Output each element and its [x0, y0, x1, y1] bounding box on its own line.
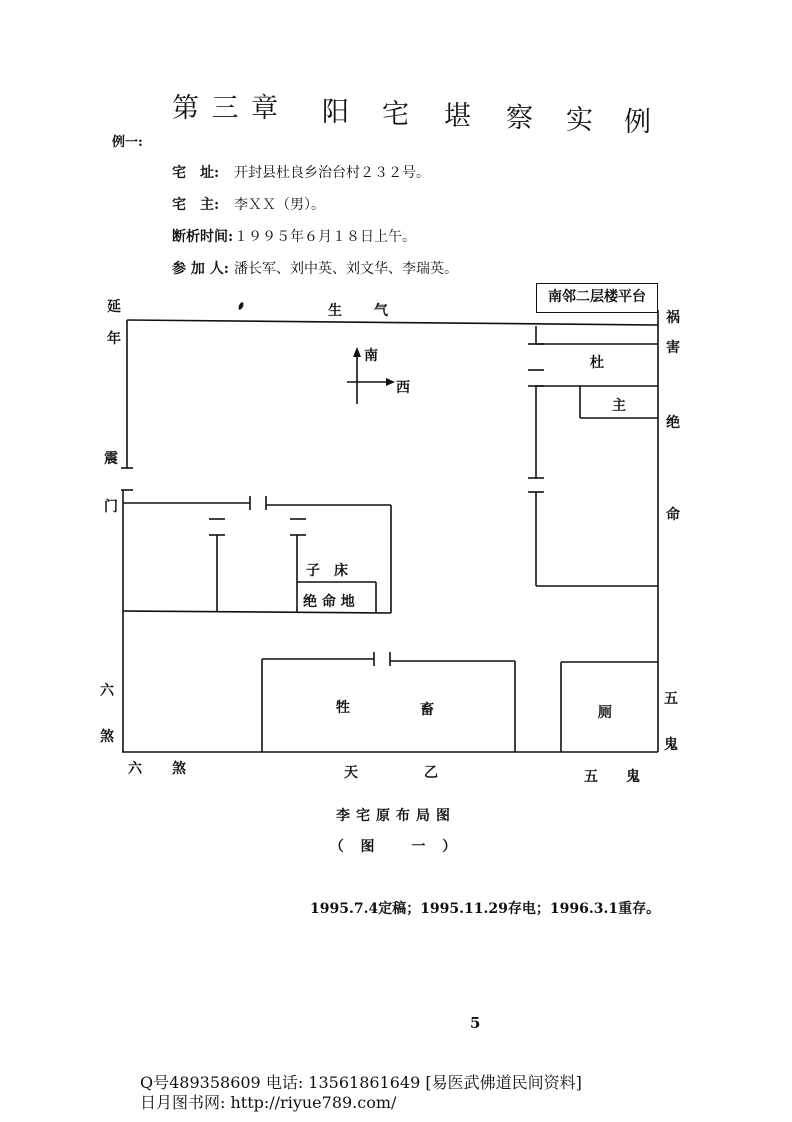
- example-label: 例一:: [112, 135, 143, 150]
- label-shengqi-2: 气: [374, 303, 388, 319]
- info-value: １９９５年６月１８日上午。: [234, 229, 416, 245]
- info-key: 参 加 人:: [172, 261, 229, 277]
- info-value: 潘长军、刘中英、刘文华、李瑞英。: [234, 261, 458, 277]
- info-value: 开封县杜良乡治台村２３２号。: [234, 165, 430, 181]
- info-key: 断析时间:: [172, 229, 234, 245]
- label-wugui-bottom-2: 鬼: [626, 769, 640, 785]
- label-liusha-left-2: 煞: [100, 729, 114, 745]
- compass-west-label: 西: [396, 380, 410, 396]
- title-char-3: 堪: [444, 101, 473, 132]
- livestock-label-1: 牲: [336, 700, 350, 716]
- label-tianyi-1: 天: [344, 765, 358, 781]
- label-zhenmen-2: 门: [104, 499, 118, 515]
- info-key: 宅 址:: [172, 165, 220, 181]
- label-huohai-2: 害: [666, 340, 680, 356]
- info-value: 李ＸＸ（男）。: [234, 197, 325, 213]
- title-char-5: 实: [566, 105, 595, 136]
- label-tianyi-2: 乙: [424, 765, 438, 781]
- title-char-2: 宅: [382, 99, 411, 130]
- figure-caption: 李宅原布局图: [336, 808, 456, 824]
- ink-mark: [237, 302, 244, 311]
- label-wugui-bottom-1: 五: [584, 769, 598, 785]
- toilet-label: 厕: [598, 705, 612, 721]
- label-shengqi-1: 生: [328, 303, 342, 319]
- room-du-label: 杜: [590, 355, 604, 371]
- label-liusha-bottom-2: 煞: [172, 761, 186, 777]
- label-huohai-1: 祸: [666, 310, 680, 326]
- page-number: 5: [470, 1014, 481, 1032]
- label-yannian-1: 延: [107, 299, 121, 315]
- compass-south-label: 南: [364, 348, 378, 364]
- chapter-number: 第 三 章: [172, 93, 281, 124]
- neighbor-platform-box: 南邻二层楼平台: [536, 283, 658, 313]
- title-char-1: 阳: [322, 97, 351, 128]
- figure-number: （ 图 一 ）: [329, 839, 463, 855]
- footer-contact: Q号489358609 电话: 13561861649 [易医武佛道民间资料]: [140, 1073, 582, 1092]
- title-char-6: 例: [624, 107, 653, 138]
- child-bed-label: 子 床: [306, 563, 348, 579]
- label-zhenmen-1: 震: [104, 451, 118, 467]
- revision-note: 1995.7.4定稿；1995.11.29存电；1996.3.1重存。: [310, 901, 661, 917]
- footer-website: 日月图书网: http://riyue789.com/: [140, 1093, 397, 1112]
- title-char-4: 察: [506, 103, 535, 134]
- wall-top: [127, 320, 658, 325]
- wall-inner-bottom: [123, 611, 391, 613]
- label-wugui-right-2: 鬼: [664, 737, 678, 753]
- compass-arrow-south: [353, 347, 361, 357]
- label-liusha-bottom-1: 六: [128, 761, 142, 777]
- livestock-label-2: 畜: [420, 702, 434, 718]
- label-wugui-right-1: 五: [664, 691, 678, 707]
- compass-arrow-west: [386, 378, 395, 386]
- jueming-spot-label: 绝 命 地: [303, 594, 355, 610]
- label-jueming-2: 命: [666, 507, 680, 523]
- label-yannian-2: 年: [107, 331, 121, 347]
- label-jueming-1: 绝: [666, 415, 680, 431]
- room-zhu-label: 主: [612, 398, 626, 414]
- label-liusha-left-1: 六: [100, 683, 114, 699]
- info-key: 宅 主:: [172, 197, 220, 213]
